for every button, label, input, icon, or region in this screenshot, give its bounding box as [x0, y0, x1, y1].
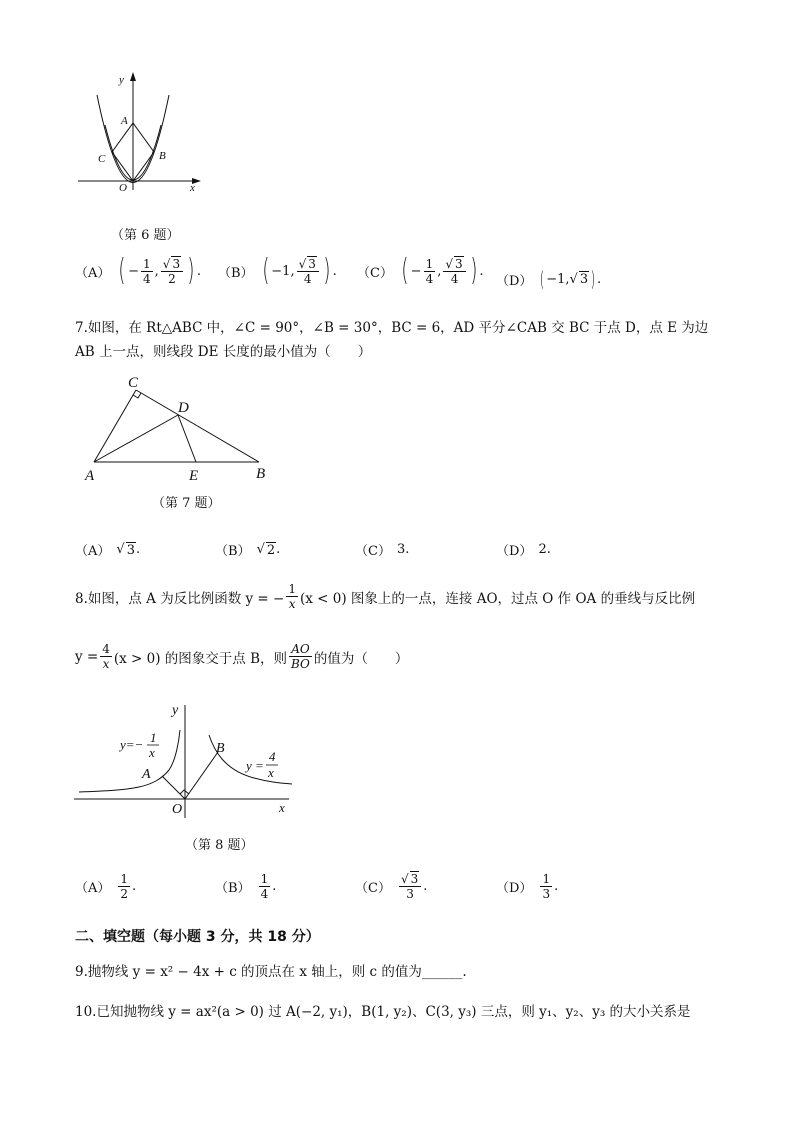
fig7-label-B: B	[256, 466, 266, 482]
q8-option-d-label: （D）	[496, 881, 533, 896]
q8-d-num: 1	[542, 872, 551, 886]
q8-option-b-label: （B）	[215, 881, 251, 896]
q6-c-den2: 4	[450, 271, 459, 286]
q6-a-den: 4	[143, 271, 151, 286]
q6-a-num: 1	[143, 256, 151, 271]
q8-d-den: 3	[542, 887, 551, 901]
figure-6	[75, 70, 205, 200]
fig7-label-E: E	[189, 468, 199, 484]
q6-c-den: 4	[425, 271, 434, 286]
q8-option-b[interactable]: （B） $\frac{1}{4}$ .	[215, 872, 277, 901]
q6-d-rad: 3	[579, 272, 589, 287]
q8-line2-b: (x > 0) 的图象交于点 B，则	[113, 650, 288, 667]
fig8-caption: （第 8 题）	[185, 838, 254, 853]
q6-option-a-label: （A）	[75, 265, 111, 281]
q8-option-a[interactable]: （A） $\frac{1}{2}$ .	[75, 872, 137, 901]
q8-line2-a: y =	[75, 648, 99, 665]
fig6-label-B: B	[159, 150, 166, 162]
q7-option-b[interactable]: （B） √ 2 .	[215, 542, 281, 559]
q7-option-d-label: （D）	[496, 544, 533, 559]
q8-option-c-label: （C）	[355, 881, 391, 896]
fig6-label-y: y	[119, 74, 124, 86]
figure-8	[74, 700, 304, 825]
q7-a-tail: .	[135, 542, 141, 557]
fig7-AD	[94, 415, 178, 462]
fig8-label-y: y	[172, 703, 179, 718]
fig7-DE	[178, 415, 196, 462]
fig8-left-den: x	[149, 745, 155, 760]
q6-b-num: 3	[308, 256, 316, 271]
fig7-label-C: C	[128, 375, 139, 391]
q7-line2: AB 上一点，则线段 DE 长度的最小值为（ ）	[75, 344, 372, 360]
q7-option-a[interactable]: （A） √ 3 .	[75, 542, 141, 559]
q6-option-c-label: （C）	[357, 265, 393, 281]
q8-line1	[75, 582, 695, 611]
fig8-right-fn: y =	[246, 758, 264, 773]
q8-a-num: 1	[120, 872, 129, 886]
q6-option-d[interactable]: （D） ( −1, √ 3 ) .	[496, 267, 602, 291]
fig8-right-num: 4	[269, 749, 276, 764]
q8-line2-fnum: AO	[291, 642, 310, 656]
fig8-OB	[185, 752, 218, 799]
q6-option-d-label: （D）	[496, 273, 533, 289]
q8-line1-b: (x < 0) 图象上的一点，连接 AO，过点 O 作 OA 的垂线与反比例	[299, 590, 696, 607]
q8-c-num: 3	[410, 872, 419, 886]
q8-option-c[interactable]: （C） $\frac{√ 3}{3}$ .	[355, 872, 428, 901]
fig6-label-O: O	[119, 182, 127, 194]
q8-b-den: 4	[260, 887, 269, 901]
fig8-label-B: B	[216, 741, 225, 756]
q8-line2-den: x	[102, 657, 110, 671]
figure-7	[82, 374, 282, 484]
q8-line2-c: 的值为（ ）	[313, 650, 409, 667]
q8-a-den: 2	[120, 887, 129, 901]
q6-option-b[interactable]: （B） ( −1, $\frac{√ 3}{4}$ ) .	[218, 253, 337, 288]
fig7-CB	[136, 390, 259, 462]
fig7-label-A: A	[85, 468, 95, 484]
q6-d-first: −1,	[546, 271, 570, 287]
q6-option-b-label: （B）	[218, 265, 254, 281]
q7-option-b-label: （B）	[215, 544, 251, 559]
q7-b-tail: .	[276, 542, 281, 557]
q8-line1-a: 8.如图，点 A 为反比例函数 y = −	[75, 590, 285, 607]
q7-b-value: 2	[266, 542, 276, 558]
q7-option-a-label: （A）	[75, 544, 111, 559]
q7-a-value: 3	[126, 542, 135, 558]
fig8-right-den: x	[268, 765, 274, 780]
fig8-left-fn: y=−	[120, 737, 144, 752]
fig6-label-C: C	[98, 153, 106, 165]
fig6-caption: （第 6 题）	[111, 228, 180, 243]
q7-option-d[interactable]	[496, 540, 551, 559]
q6-option-a[interactable]: （A） ( − $\frac{1}{4}$ , $\frac{√ 3}{2}$ ) .	[75, 253, 201, 288]
fig8-label-O: O	[172, 802, 183, 817]
q7-option-c[interactable]	[355, 540, 409, 559]
q6-a-den2: 2	[168, 271, 176, 286]
q8-c-den: 3	[406, 887, 414, 901]
q6-c-num2: 3	[455, 256, 463, 271]
q7-c-value: 3.	[396, 542, 410, 557]
fig7-label-D: D	[178, 400, 189, 416]
q6-b-first: −1,	[271, 263, 295, 279]
q8-line1-den: x	[288, 597, 296, 611]
q8-line2-fden: BO	[291, 657, 310, 671]
fig6-label-x: x	[190, 182, 195, 194]
q8-b-num: 1	[260, 872, 269, 886]
fig8-label-A: A	[142, 767, 151, 782]
q6-b-den: 4	[303, 271, 312, 286]
fig8-OA	[162, 776, 185, 799]
fig6-label-A: A	[121, 115, 128, 127]
fig8-label-x: x	[279, 800, 285, 815]
q8-line2	[75, 642, 408, 671]
q7-d-value: 2.	[538, 542, 551, 557]
q8-option-d[interactable]: （D） $\frac{1}{3}$ .	[496, 872, 559, 901]
fig6-y-arrow	[130, 72, 136, 81]
fig7-caption: （第 7 题）	[152, 496, 221, 511]
q9-text: 9.抛物线 y = x² − 4x + c 的顶点在 x 轴上，则 c 的值为______.	[75, 964, 467, 980]
fig7-AC	[94, 390, 136, 462]
q7-option-c-label: （C）	[355, 544, 391, 559]
q7-line1: 7.如图，在 Rt△ABC 中，∠C = 90°，∠B = 30°，BC = 6，AD 平分∠CAB 交 BC 于点 D，点 E 为边	[75, 320, 709, 336]
fig8-left-num: 1	[150, 730, 157, 745]
q6-option-c[interactable]: （C） ( − $\frac{1}{4}$ , $\frac{√ 3}{4}$ ) .	[357, 253, 484, 288]
q8-option-a-label: （A）	[75, 881, 111, 896]
q8-line2-num: 4	[102, 642, 110, 656]
q10-text: 10.已知抛物线 y = ax²(a > 0) 过 A(−2, y₁)，B(1, y₂)、C(3, y₃) 三点，则 y₁、y₂、y₃ 的大小关系是	[75, 1004, 691, 1020]
section-2-title: 二、填空题（每小题 3 分，共 18 分）	[75, 929, 320, 945]
q6-c-num: 1	[425, 256, 434, 271]
q6-a-num2: 3	[172, 256, 181, 271]
q8-line1-num: 1	[288, 582, 296, 596]
